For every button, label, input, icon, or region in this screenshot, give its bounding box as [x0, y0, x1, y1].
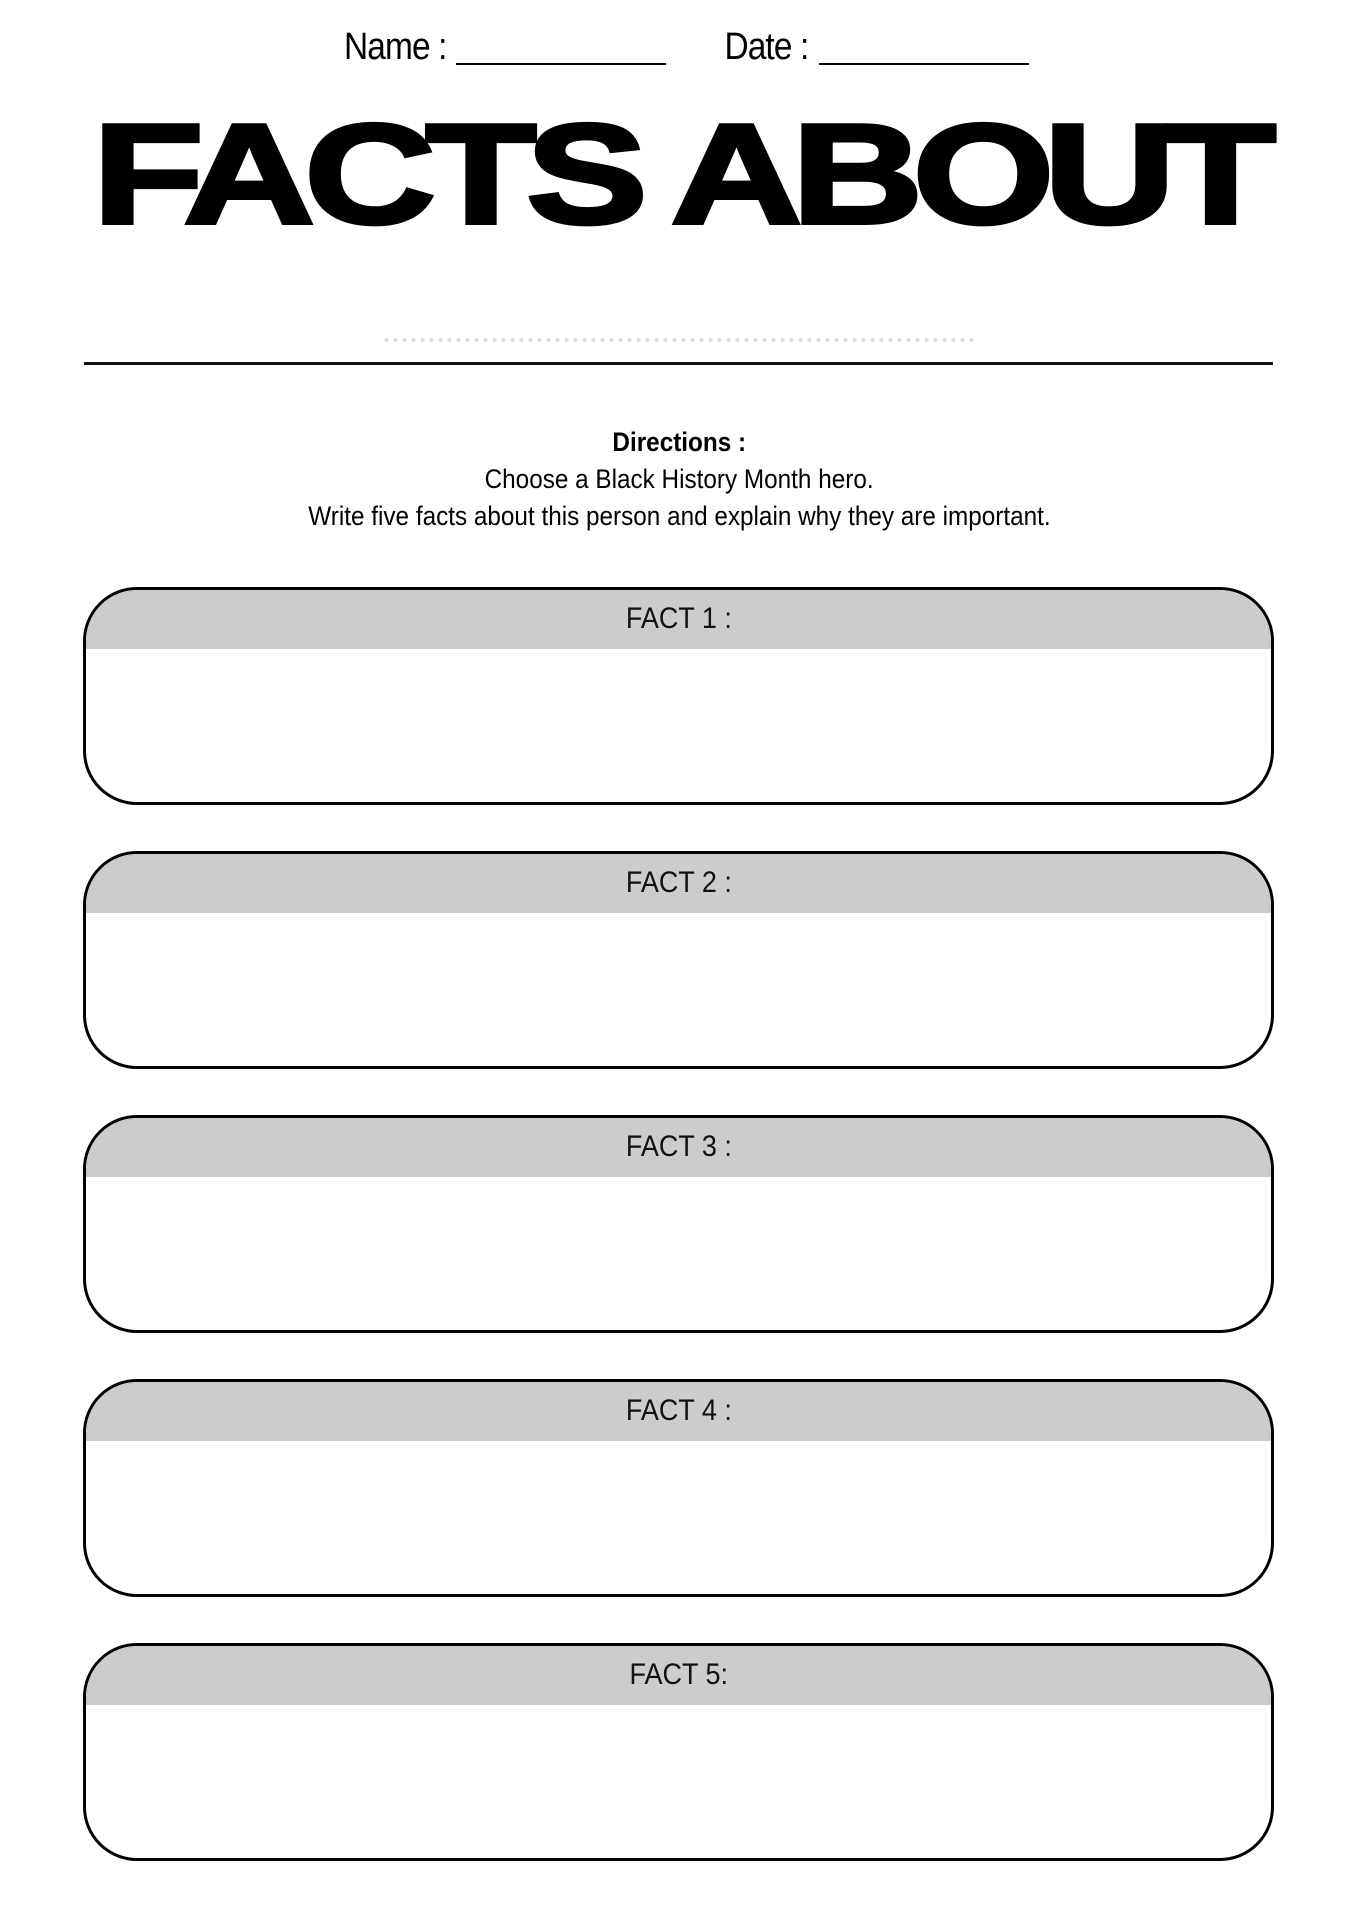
directions-heading: Directions : — [612, 427, 746, 457]
fact-box-1 — [83, 587, 1274, 805]
horizontal-rule — [84, 362, 1273, 365]
fact-label-2: FACT 2 : — [625, 866, 732, 899]
fact-box-4 — [83, 1379, 1274, 1597]
fact-box-3 — [83, 1115, 1274, 1333]
date-field — [713, 22, 1028, 72]
page-title-text: FACTS ABOUT — [92, 95, 1266, 254]
fact-answer-area-4[interactable] — [86, 1441, 1271, 1594]
date-label: Date : — [724, 26, 809, 68]
directions-line-2: Write five facts about this person and explain why they are important. — [307, 501, 1051, 531]
fact-header-5 — [86, 1646, 1271, 1705]
fact-box-5 — [83, 1643, 1274, 1861]
fact-header-4 — [86, 1382, 1271, 1441]
fact-label-4: FACT 4 : — [625, 1394, 732, 1427]
fact-label-1: FACT 1 : — [625, 602, 732, 635]
name-label: Name : — [343, 26, 446, 68]
name-blank-line[interactable] — [456, 63, 666, 65]
fact-answer-area-5[interactable] — [86, 1705, 1271, 1858]
fact-header-2 — [86, 854, 1271, 913]
fact-header-1 — [86, 590, 1271, 649]
directions-block — [0, 424, 1358, 535]
name-date-row — [0, 22, 1358, 72]
fact-label-3: FACT 3 : — [625, 1130, 732, 1163]
page-title — [0, 95, 1358, 254]
directions-line-1: Choose a Black History Month hero. — [484, 464, 874, 494]
fact-header-3 — [86, 1118, 1271, 1177]
fact-answer-area-1[interactable] — [86, 649, 1271, 802]
subject-name-dotted-line[interactable] — [382, 338, 976, 342]
name-field — [330, 22, 666, 72]
fact-box-2 — [83, 851, 1274, 1069]
fact-answer-area-2[interactable] — [86, 913, 1271, 1066]
date-blank-line[interactable] — [819, 63, 1029, 65]
fact-answer-area-3[interactable] — [86, 1177, 1271, 1330]
fact-label-5: FACT 5: — [629, 1658, 728, 1691]
